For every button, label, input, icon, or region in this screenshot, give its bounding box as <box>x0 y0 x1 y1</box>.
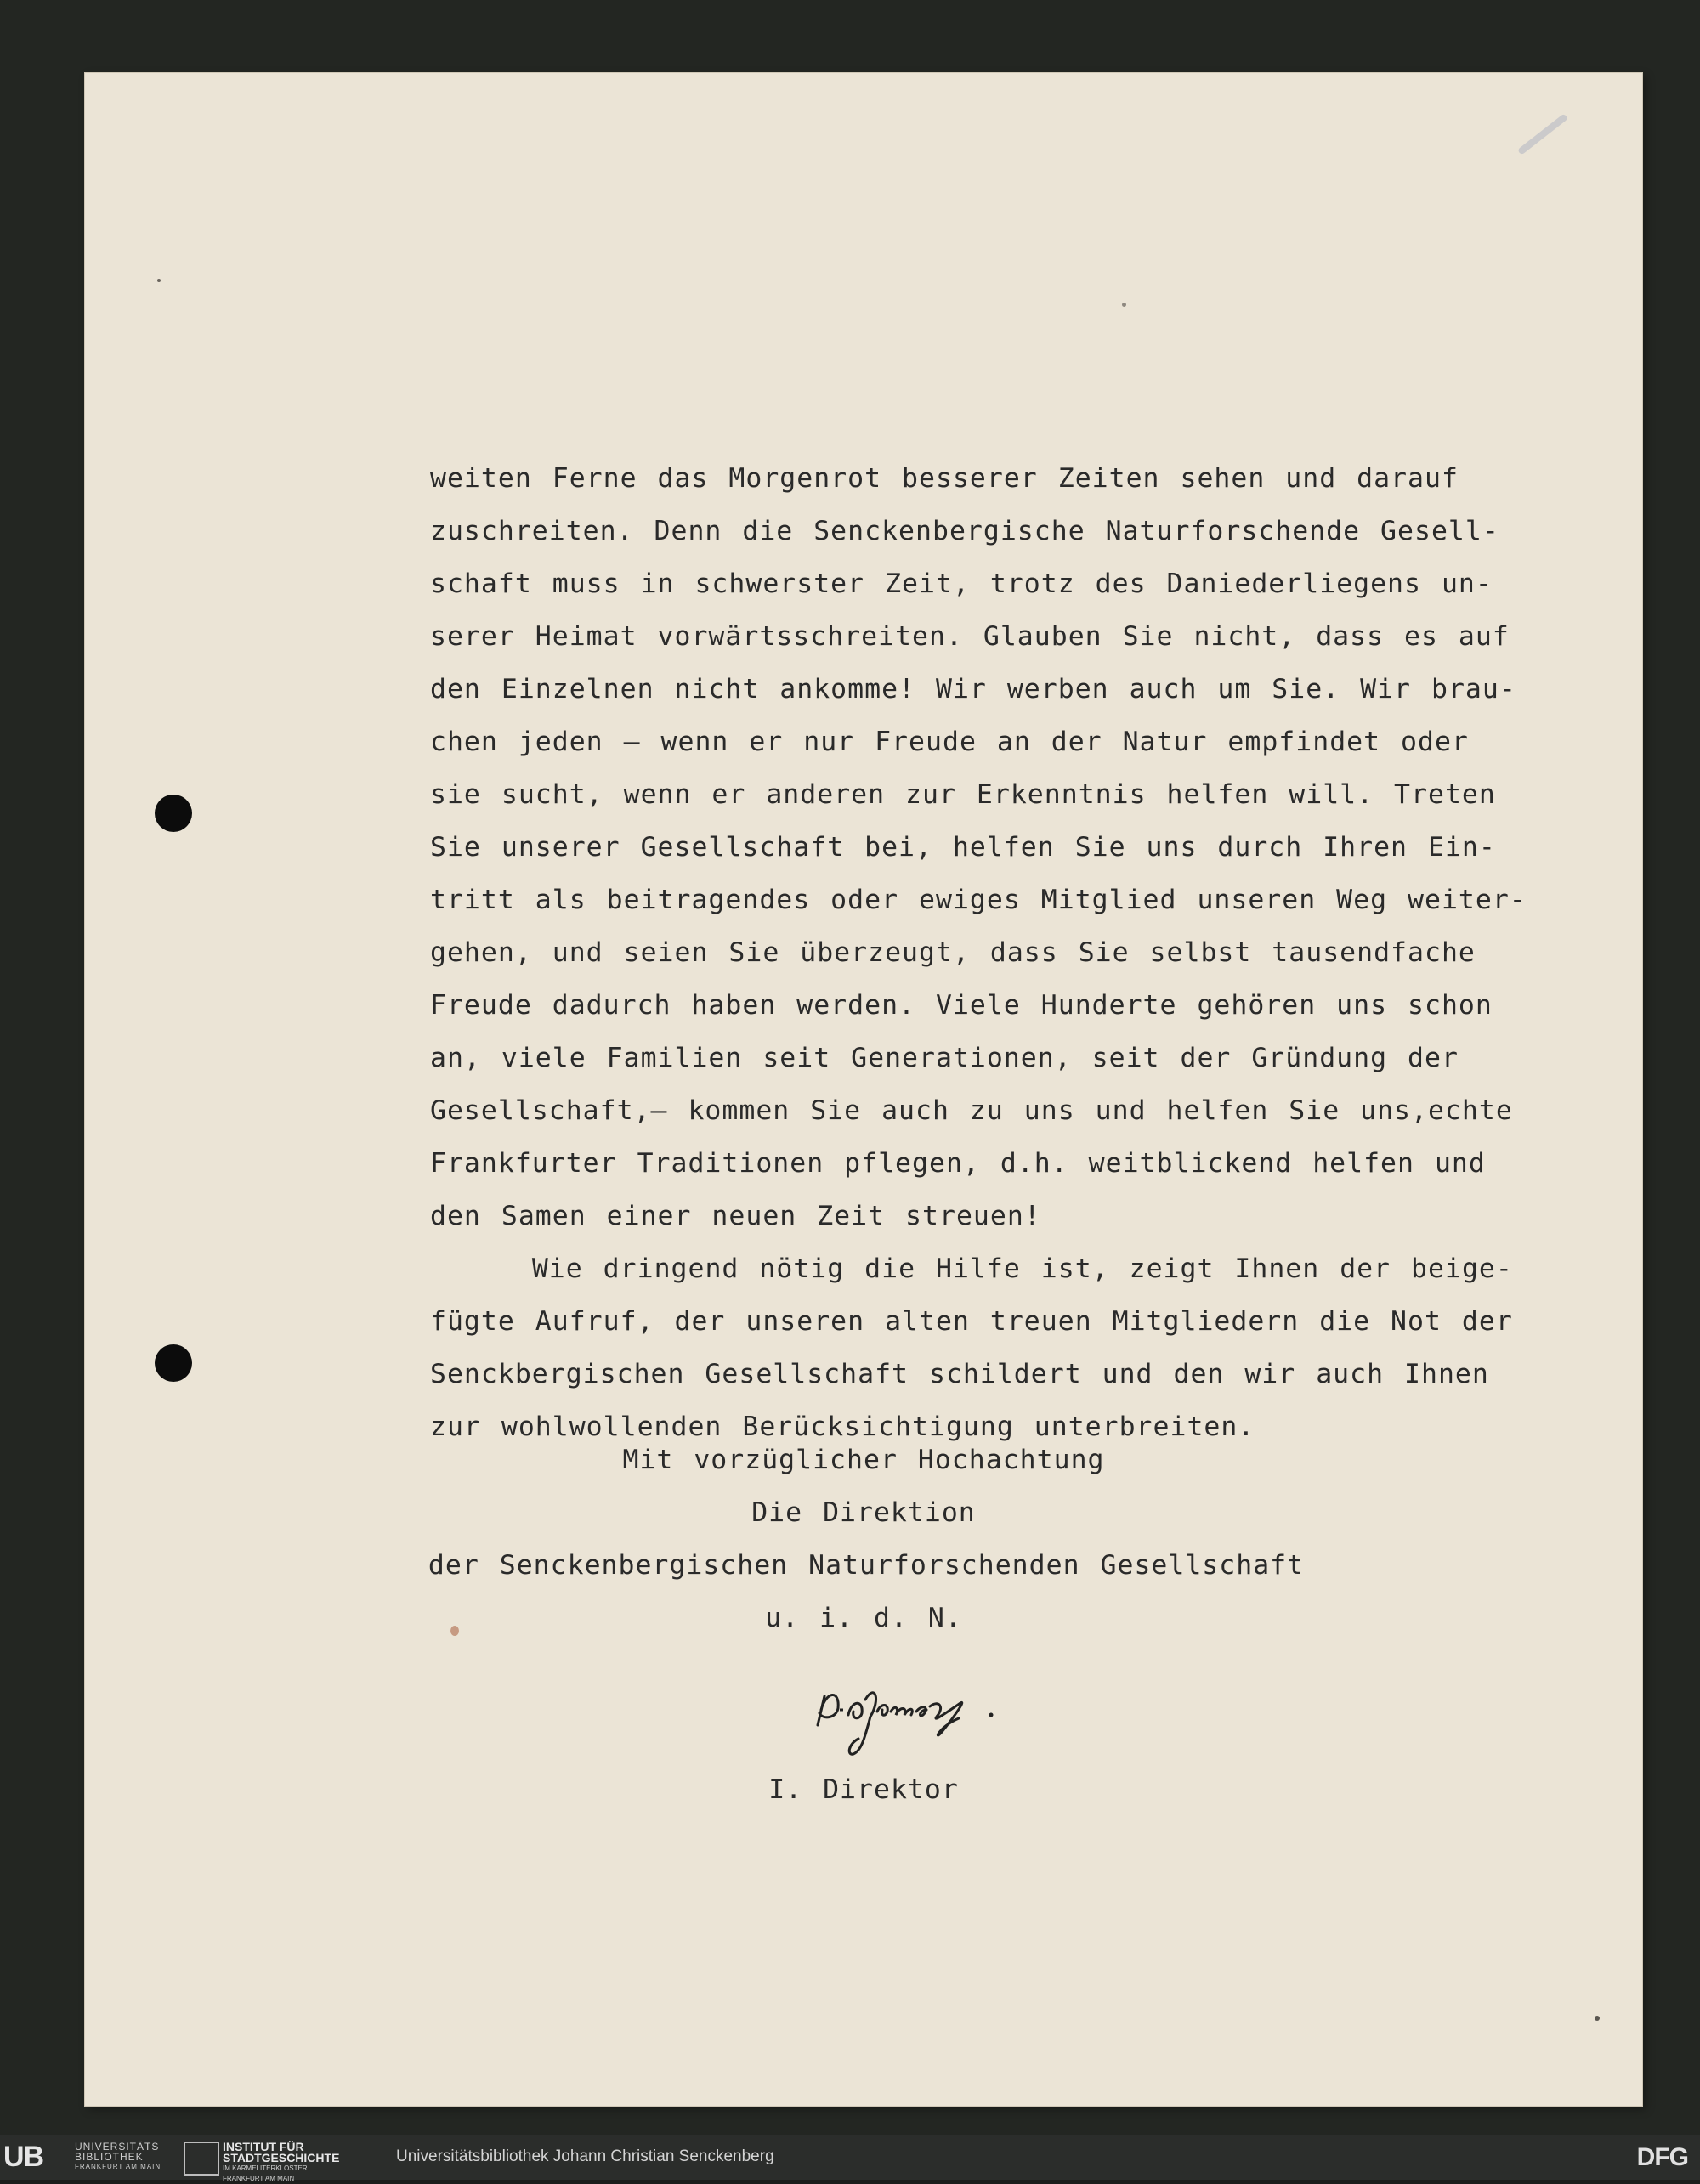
text-line: zuschreiten. Denn die Senckenbergische Naturforschende Gesell- <box>430 516 1499 546</box>
text-line: fügte Aufruf, der unseren alten treuen Mitgliedern die Not der <box>430 1306 1513 1337</box>
letter-body <box>430 452 1586 1453</box>
text-line: Gesellschaft,— kommen Sie auch zu uns und helfen Sie uns,echte <box>430 1095 1513 1126</box>
text-line: den Samen einer neuen Zeit streuen! <box>430 1201 1041 1231</box>
closing-society-name: der Senckenbergischen Naturforschenden Gesellschaft <box>428 1550 1305 1581</box>
punch-hole-top <box>155 795 192 832</box>
text-line: gehen, und seien Sie überzeugt, dass Sie selbst tausendfache <box>430 937 1476 968</box>
text-line: zur wohlwollenden Berücksichtigung unterbreiten. <box>430 1412 1255 1442</box>
paper-speck <box>1595 2016 1600 2021</box>
closing-direktion: Die Direktion <box>751 1497 976 1528</box>
ub-logo: UB <box>3 2141 44 2173</box>
footer-bar <box>0 2135 1700 2180</box>
text-line: serer Heimat vorwärtsschreiten. Glauben Sie nicht, dass es auf <box>430 621 1510 652</box>
paper-speck <box>1122 303 1126 307</box>
text-line: Senckbergischen Gesellschaft schildert und den wir auch Ihnen <box>430 1359 1489 1389</box>
text-line: chen jeden — wenn er nur Freude an der Natur empfindet oder <box>430 727 1469 757</box>
handwritten-signature <box>814 1666 1001 1759</box>
text-line: Sie unserer Gesellschaft bei, helfen Sie uns durch Ihren Ein- <box>430 832 1496 863</box>
text-line: an, viele Familien seit Generationen, seit der Gründung der <box>430 1043 1459 1073</box>
closing-salutation: Mit vorzüglicher Hochachtung <box>622 1445 1105 1475</box>
text-line: sie sucht, wenn er anderen zur Erkenntnis helfen will. Treten <box>430 779 1496 810</box>
text-line: Frankfurter Traditionen pflegen, d.h. weitblickend helfen und <box>430 1148 1486 1179</box>
text-line: tritt als beitragendes oder ewiges Mitglied unseren Weg weiter- <box>430 885 1527 915</box>
text-line: den Einzelnen nicht ankomme! Wir werben auch um Sie. Wir brau- <box>430 674 1516 704</box>
text-line: Wie dringend nötig die Hilfe ist, zeigt Ihnen der beige- <box>430 1253 1513 1284</box>
text-line: weiten Ferne das Morgenrot besserer Zeiten sehen und darauf <box>430 463 1459 494</box>
dfg-logo: DFG <box>1636 2143 1688 2171</box>
isg-logo-text: INSTITUT FÜR STADTGESCHICHTE IM KARMELITERKLOSTER FRANKFURT AM MAIN <box>223 2140 340 2182</box>
text-line: Freude dadurch haben werden. Viele Hunderte gehören uns schon <box>430 990 1493 1021</box>
closing-abbreviation: u. i. d. N. <box>765 1603 962 1633</box>
text-line: schaft muss in schwerster Zeit, trotz des Daniederliegens un- <box>430 569 1493 599</box>
punch-hole-bottom <box>155 1344 192 1382</box>
ub-logo-text: UNIVERSITÄTS BIBLIOTHEK FRANKFURT AM MAIN <box>75 2141 162 2170</box>
library-name-link[interactable]: Universitätsbibliothek Johann Christian Senckenberg <box>396 2147 774 2165</box>
isg-logo-icon <box>184 2142 219 2176</box>
signatory-title: I. Direktor <box>768 1774 959 1805</box>
paper-speck <box>157 279 161 282</box>
